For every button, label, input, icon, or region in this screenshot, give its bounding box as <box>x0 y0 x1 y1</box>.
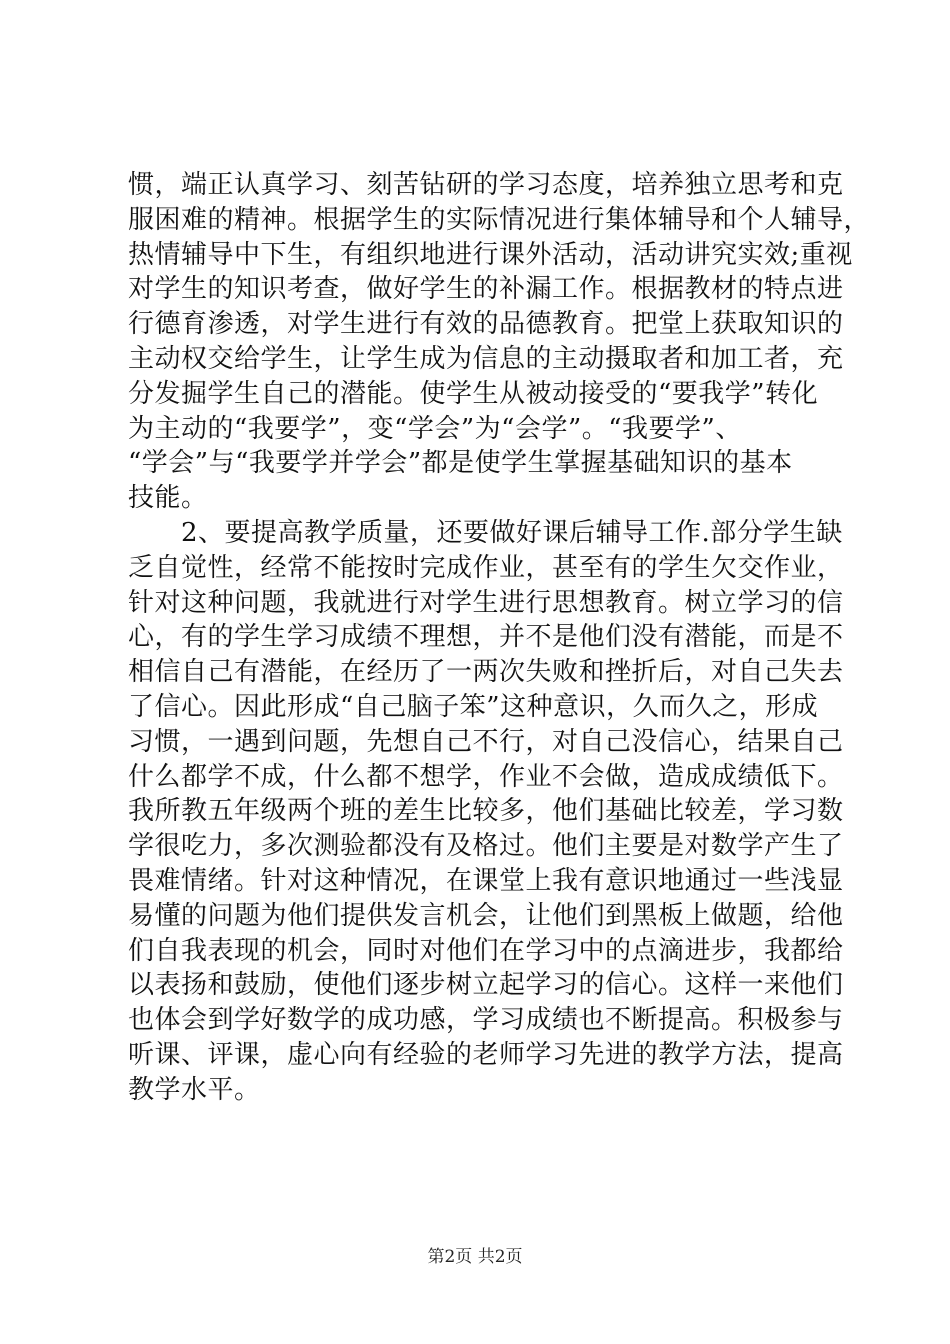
text-line: 对学生的知识考查，做好学生的补漏工作。根据教材的特点进 <box>128 274 844 305</box>
text-line: 学很吃力，多次测验都没有及格过。他们主要是对数学产生了 <box>128 831 844 862</box>
text-line: 乏自觉性，经常不能按时完成作业，甚至有的学生欠交作业， <box>128 552 844 583</box>
text-line: 易懂的问题为他们提供发言机会，让他们到黑板上做题，给他 <box>128 900 844 931</box>
text-line: 听课、评课，虚心向有经验的老师学习先进的教学方法，提高 <box>128 1039 844 1070</box>
text-line: 我所教五年级两个班的差生比较多，他们基础比较差，学习数 <box>128 796 844 827</box>
text-line: 畏难情绪。针对这种情况，在课堂上我有意识地通过一些浅显 <box>128 865 844 896</box>
page-number-footer: 第2页 共2页 <box>427 1247 523 1267</box>
text-line: 相信自己有潜能，在经历了一两次失败和挫折后，对自己失去 <box>128 657 844 688</box>
text-line: 以表扬和鼓励，使他们逐步树立起学习的信心。这样一来他们 <box>128 970 844 1001</box>
text-line: 教学水平。 <box>128 1074 261 1105</box>
body-text <box>128 168 871 1108</box>
text-line: 习惯，一遇到问题，先想自己不行，对自己没信心，结果自己 <box>128 726 844 757</box>
text-line: 为主动的“我要学”，变“学会”为“会学”。“我要学”、 <box>128 413 742 444</box>
text-line: 分发掘学生自己的潜能。使学生从被动接受的“要我学”转化 <box>128 378 819 409</box>
text-line: 服困难的精神。根据学生的实际情况进行集体辅导和个人辅导， <box>128 204 871 235</box>
text-line: 2、要提高教学质量，还要做好课后辅导工作.部分学生缺 <box>128 517 843 548</box>
text-line: 们自我表现的机会，同时对他们在学习中的点滴进步，我都给 <box>128 935 844 966</box>
text-line: “学会”与“我要学并学会”都是使学生掌握基础知识的基本 <box>128 448 793 479</box>
text-line: 也体会到学好数学的成功感，学习成绩也不断提高。积极参与 <box>128 1005 844 1036</box>
text-line: 技能。 <box>128 483 208 514</box>
text-line: 什么都学不成，什么都不想学，作业不会做，造成成绩低下。 <box>128 761 844 792</box>
text-line: 针对这种问题，我就进行对学生进行思想教育。树立学习的信 <box>128 587 844 618</box>
text-line: 惯，端正认真学习、刻苦钻研的学习态度，培养独立思考和克 <box>128 170 844 200</box>
text-line: 心，有的学生学习成绩不理想，并不是他们没有潜能，而是不 <box>128 622 844 653</box>
text-line: 热情辅导中下生，有组织地进行课外活动，活动讲究实效;重视 <box>128 239 853 270</box>
text-line: 了信心。因此形成“自己脑子笨”这种意识，久而久之，形成 <box>128 691 819 722</box>
text-line: 行德育渗透，对学生进行有效的品德教育。把堂上获取知识的 <box>128 309 844 340</box>
text-line: 主动权交给学生，让学生成为信息的主动摄取者和加工者，充 <box>128 343 844 374</box>
